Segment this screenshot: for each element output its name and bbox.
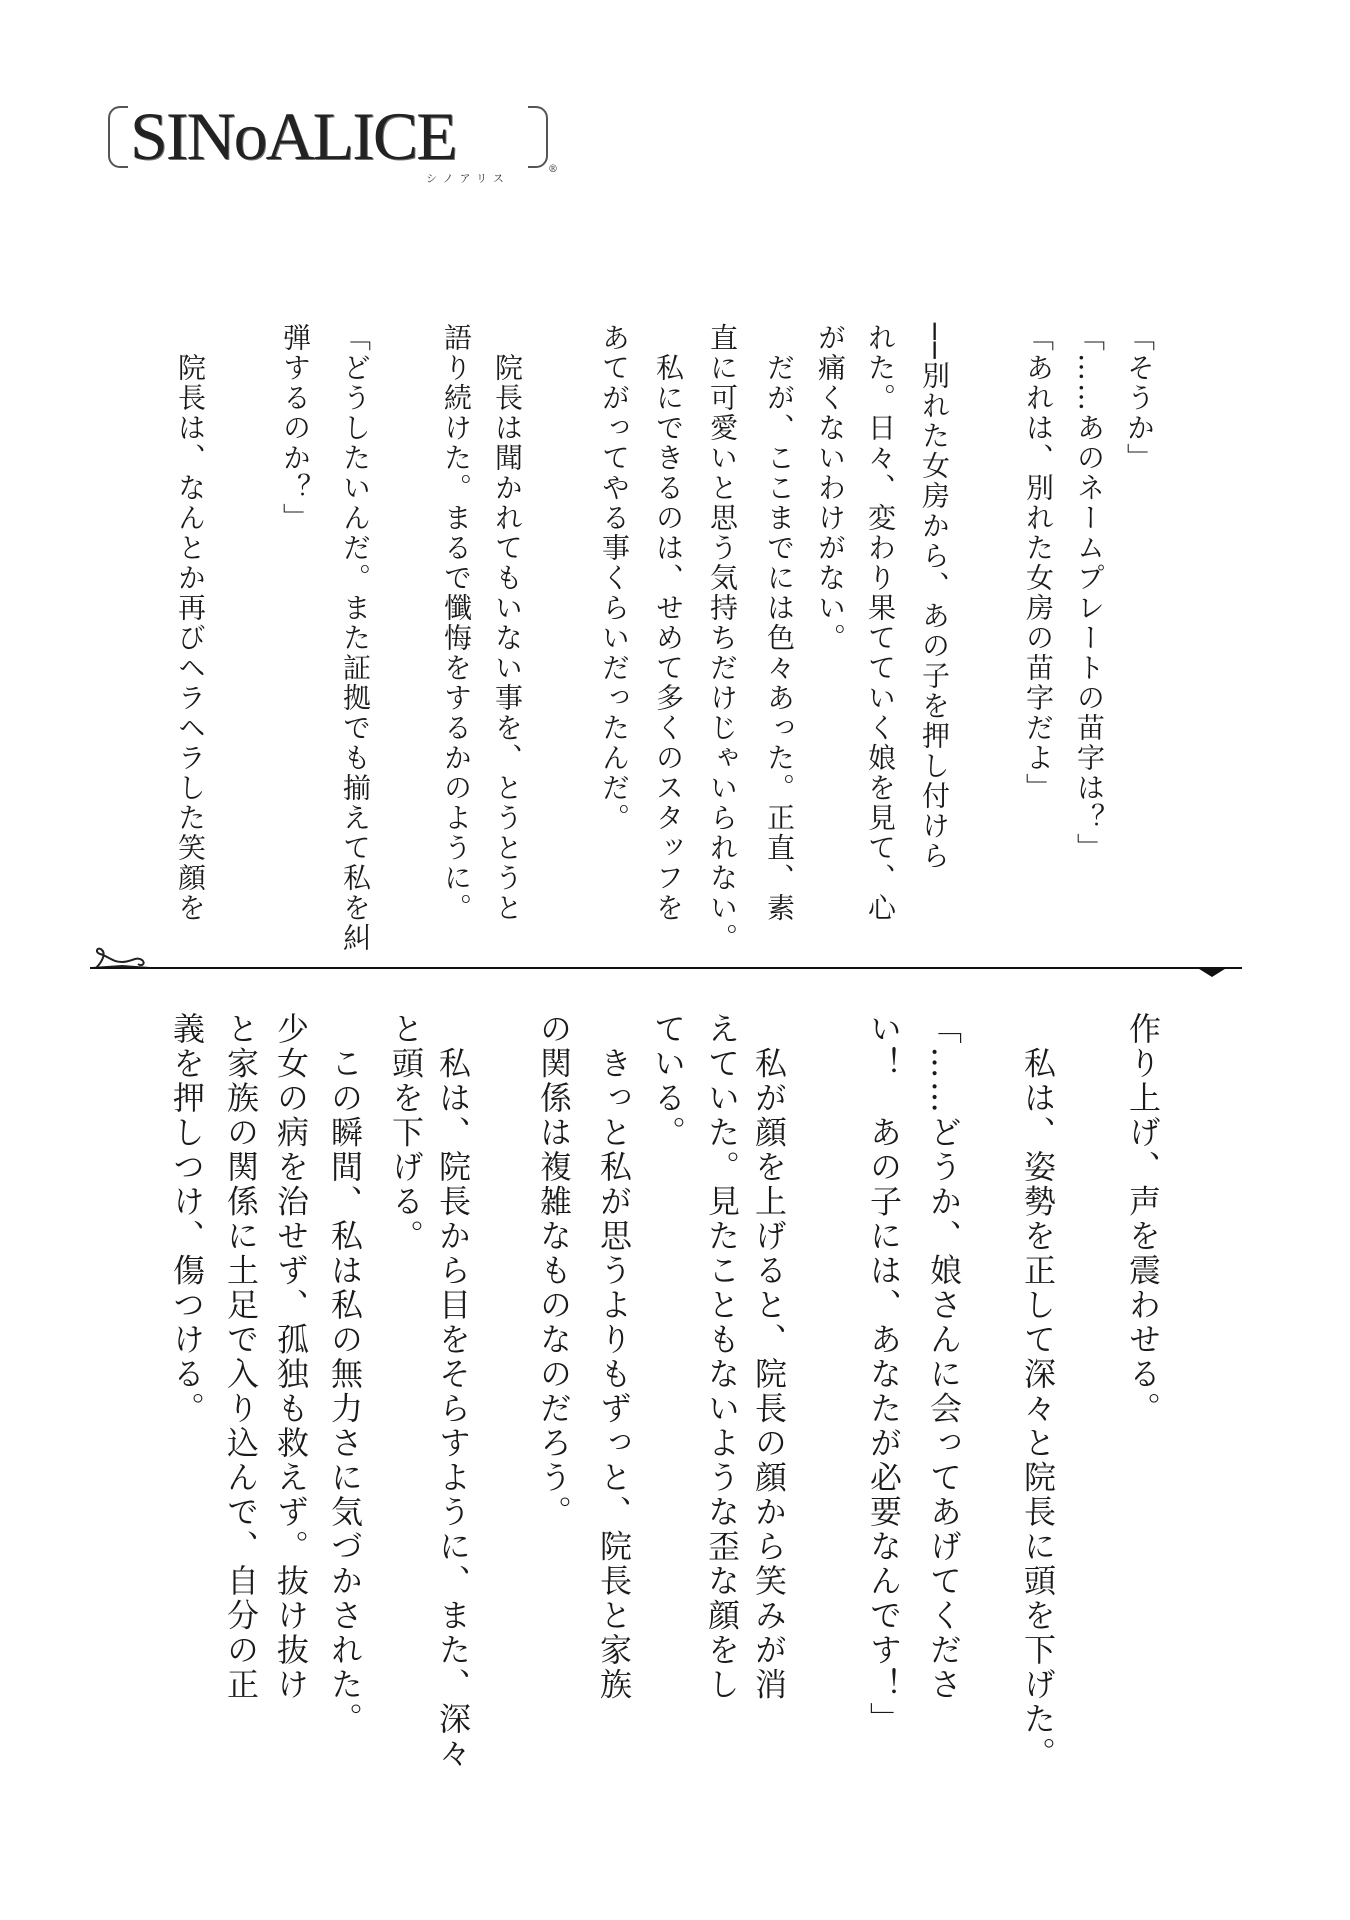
text-column: 直に可愛いと思う気持ちだけじゃいられない。: [706, 323, 739, 953]
text-column: だが、ここまでには色々あった。正直、素: [763, 323, 796, 923]
logo-registered-mark: ®: [548, 164, 558, 175]
text-column: 「……あのネームプレートの苗字は？」: [1073, 323, 1106, 863]
text-column: 弾するのか？」: [279, 323, 312, 533]
text-column: 「あれは、別れた女房の苗字だよ」: [1022, 323, 1055, 803]
text-column: 「……どうか、娘さんに会ってあげてくださ: [925, 1012, 963, 1702]
logo-ornament-right: [528, 106, 548, 168]
logo-subtitle: シノアリス: [426, 172, 510, 185]
text-column: 「どうしたいんだ。また証拠でも揃えて私を糾: [339, 323, 372, 953]
text-column: 私は、姿勢を正して深々と院長に頭を下げた。: [1019, 1012, 1057, 1771]
text-column: い！ あの子には、あなたが必要なんです！」: [865, 1012, 903, 1737]
text-column: 語り続けた。まるで懺悔をするかのように。: [440, 323, 473, 923]
text-column: と頭を下げる。: [387, 1012, 425, 1254]
text-column: 院長は、なんとか再びヘラヘラした笑顔を: [174, 323, 207, 923]
text-column: 作り上げ、声を震わせる。: [1124, 1012, 1162, 1426]
page-divider: [90, 967, 1242, 969]
text-column: 少女の病を治せず、孤独も救えず。抜け抜け: [272, 1012, 310, 1702]
divider-arrow-icon: [1196, 967, 1228, 977]
text-column: と家族の関係に土足で入り込んで、自分の正: [222, 1012, 260, 1702]
text-column: の関係は複雑なものなのだろう。: [535, 1012, 573, 1530]
text-column: あてがってやる事くらいだったんだ。: [598, 323, 631, 833]
text-column: 私は、院長から目をそらすように、また、深々: [434, 1012, 472, 1771]
logo-ornament-left: [108, 106, 128, 168]
text-column: 私が顔を上げると、院長の顔から笑みが消: [750, 1012, 788, 1702]
text-column: ──別れた女房から、あの子を押し付けら: [918, 323, 951, 871]
text-column: 義を押しつけ、傷つける。: [168, 1012, 206, 1426]
logo: [108, 98, 558, 188]
text-column: えていた。見たこともないような歪な顔をし: [703, 1012, 741, 1702]
text-column: ている。: [649, 1012, 687, 1150]
logo-title: SINoALICE: [130, 98, 456, 174]
text-column: 「そうか」: [1123, 323, 1156, 473]
text-column: 院長は聞かれてもいない事を、とうとうと: [491, 323, 524, 923]
text-column: この瞬間、私は私の無力さに気づかされた。: [326, 1012, 364, 1737]
text-column: 私にできるのは、せめて多くのスタッフを: [652, 323, 685, 923]
text-column: きっと私が思うよりもずっと、院長と家族: [595, 1012, 633, 1702]
text-column: れた。日々、変わり果てていく娘を見て、心: [864, 323, 897, 923]
text-column: が痛くないわけがない。: [814, 323, 847, 653]
